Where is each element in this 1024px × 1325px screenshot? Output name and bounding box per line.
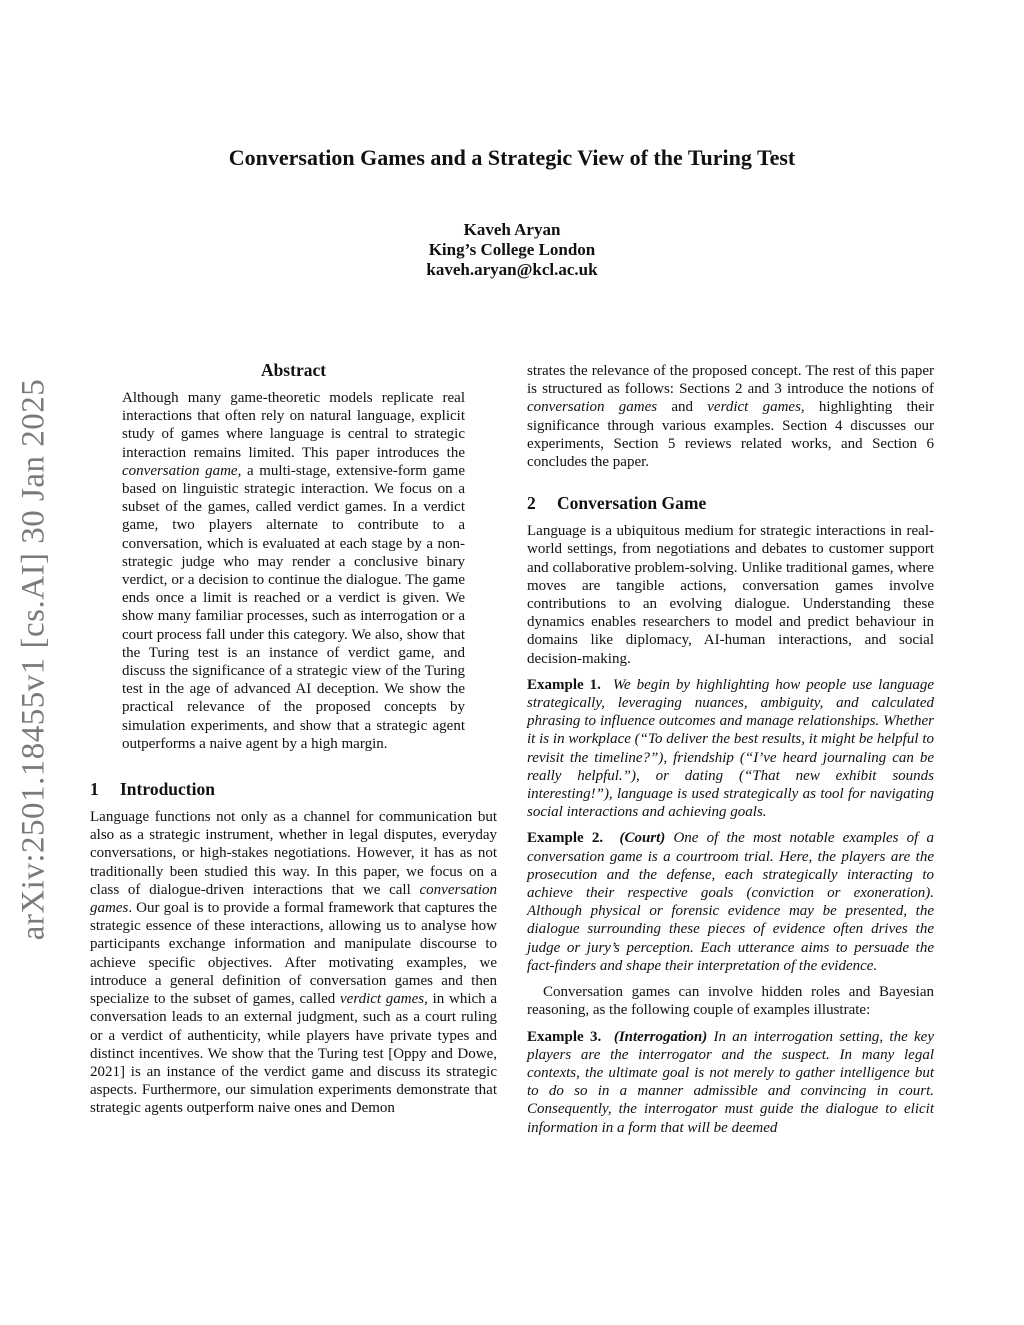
author-email: kaveh.aryan@kcl.ac.uk <box>426 260 598 279</box>
left-column <box>90 360 497 1118</box>
arxiv-sidebar-stamp <box>10 374 58 944</box>
abstract-text: Although many game-theoretic models replicate real interactions that often rely on natural language, explicit study of games where language is central to strategic interaction remains limited. This paper introduces the conversation game, a multi-stage, extensive-form game based on linguistic strategic interaction. We focus on a subset of the games, called verdict games. In a verdict game, two players alternate to contribute to a conversation, which is evaluated at each stage by a non-strategic judge who may render a conclusive binary verdict, or a decision to continue the dialogue. The game ends once a limit is reached or a verdict is given. We show many familiar processes, such as interrogation or a court process fall under this category. We also, show that the Turing test is an instance of verdict game, and discuss the significance of a strategic view of the Turing test in the age of advanced AI deception. We show the practical relevance of the proposed concepts by simulation experiments, and show that a strategic agent outperforms a naive agent by a high margin. <box>122 390 465 752</box>
author-block <box>200 220 824 280</box>
example-2 <box>527 829 934 975</box>
section2-paragraph-2: Conversation games can involve hidden roles and Bayesian reasoning, as the following couple of examples illustrate: <box>527 984 934 1019</box>
example-body: One of the most notable examples of a conversation game is a courtroom trial. Here, the players are the prosecution and the defense, each strategically interacting to achieve their respective goals (conviction or exoneration). Although physical or forensic evidence may be presented, the dialogue surrounding these pieces of evidence often drives the judge or jury’s perception. Each utterance aims to persuade the fact-finders and shape their interpretation of the evidence. <box>527 830 934 974</box>
section-title: Introduction <box>120 779 215 800</box>
example-topic: (Interrogation) <box>613 1028 708 1045</box>
abstract-heading: Abstract <box>260 360 327 380</box>
example-label: Example 2. <box>527 830 604 847</box>
introduction-paragraph: Language functions not only as a channel for communication but also as a strategic instrument, whether in legal disputes, everyday conversations, or high-stakes negotiations. However, it has as not traditionally been studied this way. In this paper, we focus on a class of dialogue-driven interactions that we call conversation games. Our goal is to provide a formal framework that captures the strategic essence of these interactions, allowing us to analyse how participants exchange information and manipulate discourse to achieve specific objectives. After motivating examples, we introduce a general definition of conversation games and then specialize to the subset of games, called verdict games, in which a conversation leads to an external judgment, such as a court ruling or a verdict of authenticity, while players have private types and distinct incentives. We show that the Turing test [Oppy and Dowe, 2021] is an instance of the verdict game and discuss its strategic aspects. Furthermore, our simulation experiments demonstrate that strategic agents outperform naive ones and Demon <box>90 809 498 1117</box>
paper-title: Conversation Games and a Strategic View of the Turing Test <box>228 145 796 170</box>
author-name: Kaveh Aryan <box>463 220 561 239</box>
arxiv-id: arXiv:2501.18455v1 [cs.AI] 30 Jan 2025 <box>15 378 52 940</box>
example-3 <box>527 1028 934 1137</box>
example-1 <box>527 676 934 822</box>
example-label: Example 3. <box>527 1028 602 1045</box>
example-topic: (Court) <box>619 830 666 847</box>
section-number: 2 <box>527 493 536 514</box>
right-column <box>527 362 934 1145</box>
author-affiliation: King’s College London <box>428 240 596 259</box>
example-body: We begin by highlighting how people use language strategically, leveraging nuances, ambiguity, and calculated phrasing to influence outcomes and manage relationships. Whether it is in workplace (“To deliver the best results, it might be helpful to revisit the timeline?”), friendship (“I’ve heard journaling can be really helpful.”), or dating (“That new exhibit sounds interesting!”), language is used strategically as tool for navigating social interactions and achieving goals. <box>527 676 935 821</box>
section-heading-introduction <box>90 779 497 800</box>
section2-paragraph: Language is a ubiquitous medium for strategic interactions in real-world settings, from negotiations and debates to customer support and collaborative problem-solving. Unlike traditional games, where moves are tangible actions, conversation games involve contributions to an evolving dialogue. Understanding these dynamics enables researchers to model and predict behaviour in domains like diplomacy, AI-human interactions, and social decision-making. <box>527 523 934 667</box>
section-title: Conversation Game <box>557 493 707 514</box>
example-body: In an interrogation setting, the key players are the interrogator and the suspect. In many legal contexts, the ultimate goal is not merely to gather intelligence but to do so in a manner admissible and convincing in court. Consequently, the interrogator must guide the dialogue to elicit information in a form that will be deemed <box>527 1028 935 1136</box>
introduction-paragraph-continued: strates the relevance of the proposed concept. The rest of this paper is structured as follows: Sections 2 and 3 introduce the notions of conversation games and verdict games, highlighting their significance through various examples. Section 4 discusses our experiments, Section 5 reviews related works, and Section 6 concludes the paper. <box>527 363 935 471</box>
section-heading-conversation-game <box>527 493 934 514</box>
section-number: 1 <box>90 779 99 800</box>
example-label: Example 1. <box>527 676 601 693</box>
